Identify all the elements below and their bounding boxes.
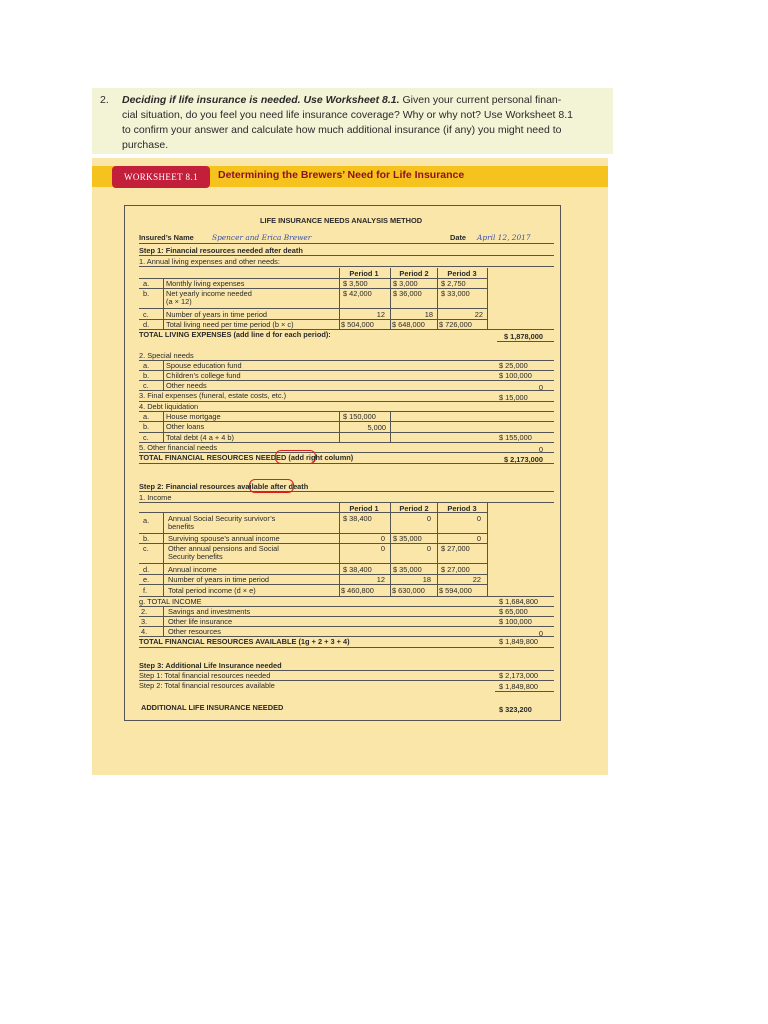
red-circle-annotation <box>275 450 316 464</box>
p1-value: $ 3,500 <box>343 279 368 288</box>
row-label: Other resources <box>168 627 221 636</box>
row-value: $ 25,000 <box>499 361 528 370</box>
row-value: 0 <box>538 383 543 392</box>
grid-line <box>163 278 164 330</box>
grid-line <box>163 411 164 442</box>
date-label: Date <box>450 233 467 242</box>
step3-line1-label: Step 1: Total financial resources needed <box>139 671 271 680</box>
row-label: Other life insurance <box>168 617 233 626</box>
question-line3: to confirm your answer and calculate how much additional insurance (if any) you might need to <box>122 124 562 136</box>
worksheet-badge: WORKSHEET 8.1 <box>112 166 210 188</box>
step3-title: Step 3: Additional Life Insurance needed <box>139 661 282 670</box>
p2-value: $ 35,000 <box>393 534 422 543</box>
rule <box>495 691 554 692</box>
period2-header: Period 2 <box>399 269 429 278</box>
step2-title-prefix: Step 2: Financial resources <box>139 482 236 491</box>
grid-line <box>487 268 488 330</box>
rule <box>139 584 487 585</box>
additional-insurance-value: $ 323,200 <box>499 705 532 714</box>
total-available-value: $ 1,849,800 <box>499 637 539 646</box>
row-letter: b. <box>143 371 150 380</box>
row-letter: f. <box>143 586 148 595</box>
row-label: Net yearly income needed <box>166 289 252 298</box>
total-needed-suffix: (add right column) <box>288 453 354 462</box>
row-number: 4. <box>141 627 148 636</box>
row-letter: b. <box>143 289 150 298</box>
p1-value: 12 <box>376 575 385 584</box>
rule <box>139 563 487 564</box>
row-label: Annual income <box>168 565 217 574</box>
total-living-value: $ 1,878,000 <box>503 332 543 341</box>
total-needed-value: $ 2,173,000 <box>503 455 543 464</box>
row-letter: a. <box>143 279 150 288</box>
step1-title: Step 1: Financial resources needed after death <box>139 246 303 255</box>
total-income-label: g. TOTAL INCOME <box>139 597 202 606</box>
row-letter: b. <box>143 422 150 431</box>
row-letter: a. <box>143 516 150 525</box>
row-label-2: Security benefits <box>168 552 223 561</box>
p3-value: 0 <box>476 534 481 543</box>
step2-sub1: 1. Income <box>139 493 172 502</box>
question-line1: Given your current personal finan- <box>402 94 562 106</box>
p3-value: 0 <box>476 514 481 523</box>
final-expenses-label: 3. Final expenses (funeral, estate costs, etc.) <box>139 391 287 400</box>
step3-line2-label: Step 2: Total financial resources available <box>139 681 275 690</box>
row-letter: d. <box>143 320 150 329</box>
row-letter: d. <box>143 565 150 574</box>
rule <box>139 243 554 244</box>
row-label: Savings and investments <box>168 607 251 616</box>
row-letter: e. <box>143 575 150 584</box>
p2-value: $ 35,000 <box>393 565 422 574</box>
additional-insurance-label: ADDITIONAL LIFE INSURANCE NEEDED <box>141 703 284 712</box>
row-letter: c. <box>143 544 149 553</box>
debt-label: 4. Debt liquidation <box>139 402 199 411</box>
row-value: 0 <box>538 629 543 638</box>
row-label: Other loans <box>166 422 205 431</box>
other-needs-value: 0 <box>538 445 543 454</box>
row-letter: a. <box>143 412 150 421</box>
question-block <box>92 88 613 154</box>
p1-value: 0 <box>380 534 385 543</box>
rule <box>497 341 554 342</box>
p2-value: 0 <box>426 544 431 553</box>
period3-header: Period 3 <box>447 269 477 278</box>
row-label: Spouse education fund <box>166 361 242 370</box>
row-letter: c. <box>143 310 149 319</box>
p3-value: $ 594,000 <box>439 586 472 595</box>
step1-sub1: 1. Annual living expenses and other needs: <box>139 257 280 266</box>
period3-header: Period 3 <box>447 504 477 513</box>
insured-name-value: Spencer and Erica Brewer <box>212 233 312 242</box>
rule <box>139 401 554 402</box>
step2-title-suffix: after death <box>270 482 309 491</box>
row-label: Monthly living expenses <box>166 279 245 288</box>
p1-value: $ 38,400 <box>343 565 372 574</box>
p3-value: 22 <box>472 575 481 584</box>
p2-value: 18 <box>422 575 431 584</box>
period1-header: Period 1 <box>349 504 379 513</box>
row-label: House mortgage <box>166 412 221 421</box>
row-value: $ 155,000 <box>499 433 532 442</box>
question-line4: purchase. <box>122 139 169 151</box>
p3-value: $ 27,000 <box>441 565 470 574</box>
total-living-label: TOTAL LIVING EXPENSES (add line d for each period): <box>139 330 331 339</box>
row-number: 3. <box>141 617 148 626</box>
row-mid-value: $ 150,000 <box>343 412 376 421</box>
p3-value: 22 <box>474 310 483 319</box>
special-needs-label: 2. Special needs <box>139 351 194 360</box>
grid-line <box>163 606 164 636</box>
step2-title-word: available <box>237 482 269 491</box>
grid-line <box>163 360 164 390</box>
question-bold-lead: Deciding if life insurance is needed. Use Worksheet 8.1. <box>122 94 400 106</box>
row-letter: b. <box>143 534 150 543</box>
row-label: Number of years in time period <box>168 575 270 584</box>
row-label: Other annual pensions and Social <box>168 544 279 553</box>
form-heading: LIFE INSURANCE NEEDS ANALYSIS METHOD <box>260 216 423 225</box>
total-available-label: TOTAL FINANCIAL RESOURCES AVAILABLE (1g + 2 + 3 + 4) <box>139 637 350 646</box>
insured-name-label: Insured’s Name <box>139 233 194 242</box>
total-needed-word: NEEDED <box>255 453 287 462</box>
row-label: Total living need per time period (b × c) <box>166 320 294 329</box>
step3-line2-value: $ 1,849,800 <box>499 682 539 691</box>
row-label: Children’s college fund <box>166 371 241 380</box>
row-letter: c. <box>143 381 149 390</box>
total-income-value: $ 1,684,800 <box>499 597 539 606</box>
row-label: Surviving spouse’s annual income <box>168 534 280 543</box>
rule <box>139 512 487 513</box>
total-needed-label <box>139 453 353 462</box>
p1-value: $ 460,800 <box>341 586 374 595</box>
p2-value: $ 630,000 <box>392 586 425 595</box>
row-letter: c. <box>143 433 149 442</box>
row-number: 2. <box>141 607 148 616</box>
p1-value: 12 <box>376 310 385 319</box>
question-line2: cial situation, do you feel you need life insurance coverage? Why or why not? Use Worksheet 8.1 <box>122 109 573 121</box>
row-label: Number of years in time period <box>166 310 268 319</box>
rule <box>139 647 554 648</box>
row-label: Total debt (4 a + 4 b) <box>166 433 234 442</box>
p1-value: $ 42,000 <box>343 289 372 298</box>
rule <box>139 308 487 309</box>
p3-value: $ 2,750 <box>441 279 466 288</box>
final-expenses-value: $ 15,000 <box>499 393 528 402</box>
p3-value: $ 726,000 <box>439 320 472 329</box>
row-label: Other needs <box>166 381 207 390</box>
row-value: $ 65,000 <box>499 607 528 616</box>
row-label-2: (a × 12) <box>166 297 192 306</box>
p3-value: $ 33,000 <box>441 289 470 298</box>
row-value: $ 100,000 <box>499 617 532 626</box>
question-text <box>122 93 607 153</box>
p2-value: 18 <box>424 310 433 319</box>
rule <box>139 502 554 503</box>
p2-value: $ 36,000 <box>393 289 422 298</box>
p1-value: $ 504,000 <box>341 320 374 329</box>
other-needs-label: 5. Other financial needs <box>139 443 218 452</box>
question-number: 2. <box>100 94 109 106</box>
p3-value: $ 27,000 <box>441 544 470 553</box>
needs-analysis-form <box>124 205 561 721</box>
row-letter: a. <box>143 361 150 370</box>
row-mid-value: 5,000 <box>367 423 386 432</box>
row-label-2: benefits <box>168 522 194 531</box>
total-needed-prefix: TOTAL FINANCIAL RESOURCES <box>139 453 254 462</box>
step3-line1-value: $ 2,173,000 <box>499 671 539 680</box>
p2-value: 0 <box>426 514 431 523</box>
grid-line <box>390 411 391 442</box>
row-label: Total period income (d × e) <box>168 586 256 595</box>
date-value: April 12, 2017 <box>477 233 531 242</box>
period2-header: Period 2 <box>399 504 429 513</box>
p2-value: $ 3,000 <box>393 279 418 288</box>
p1-value: $ 38,400 <box>343 514 372 523</box>
rule <box>139 255 554 256</box>
grid-line <box>487 502 488 597</box>
p1-value: 0 <box>380 544 385 553</box>
row-label: Annual Social Security survivor’s <box>168 514 276 523</box>
rule <box>139 463 554 464</box>
row-value: $ 100,000 <box>499 371 532 380</box>
rule <box>139 266 554 267</box>
worksheet-title: Determining the Brewers’ Need for Life Insurance <box>218 169 465 181</box>
rule <box>139 491 554 492</box>
p2-value: $ 648,000 <box>392 320 425 329</box>
period1-header: Period 1 <box>349 269 379 278</box>
